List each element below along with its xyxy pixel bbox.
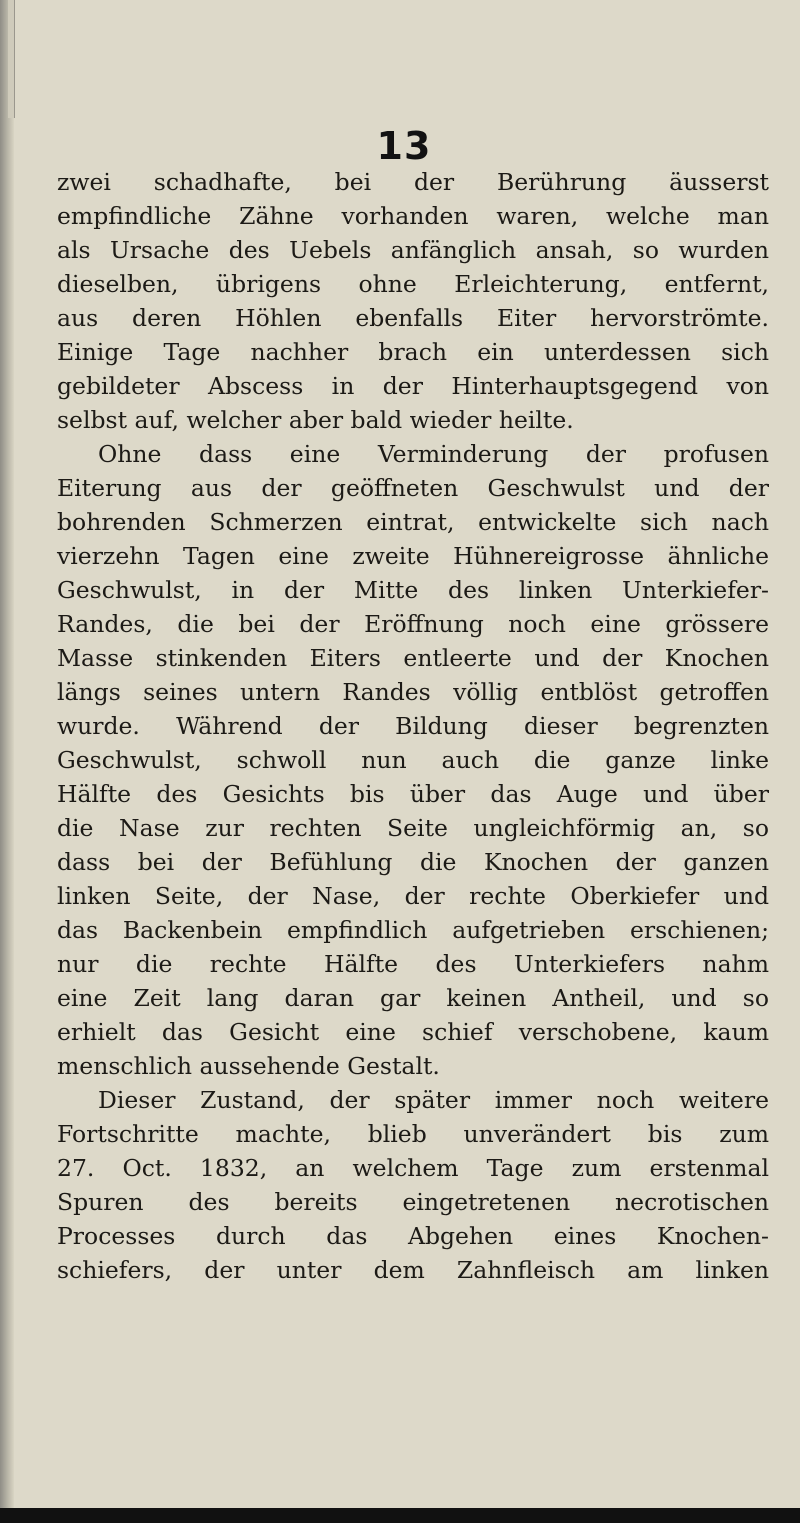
text-line: schiefers, der unter dem Zahnfleisch am linken <box>57 1256 769 1284</box>
text-line: menschlich aussehende Gestalt. <box>57 1052 440 1080</box>
text-line: Randes, die bei der Eröffnung noch eine grössere <box>57 610 769 638</box>
text-line: als Ursache des Uebels anfänglich ansah, so wurden <box>57 236 769 264</box>
text-line: selbst auf, welcher aber bald wieder heilte. <box>57 406 574 434</box>
text-line: vierzehn Tagen eine zweite Hühnereigrosse ähnliche <box>57 542 769 570</box>
text-line: Ohne dass eine Verminderung der profusen <box>98 440 769 468</box>
scan-edge-shadow <box>0 0 14 1523</box>
text-line: erhielt das Gesicht eine schief verschobene, kaum <box>57 1018 769 1046</box>
text-line: aus deren Höhlen ebenfalls Eiter hervorströmte. <box>57 304 769 332</box>
text-line: Hälfte des Gesichts bis über das Auge und über <box>57 780 769 808</box>
text-line: Dieser Zustand, der später immer noch weitere <box>98 1086 769 1114</box>
page-number: 13 <box>376 124 432 168</box>
text-line: bohrenden Schmerzen eintrat, entwickelte sich nach <box>57 508 769 536</box>
text-line: nur die rechte Hälfte des Unterkiefers nahm <box>57 950 769 978</box>
text-line: Geschwulst, in der Mitte des linken Unterkiefer- <box>57 576 769 604</box>
text-line: Spuren des bereits eingetretenen necrotischen <box>57 1188 769 1216</box>
text-line: empfindliche Zähne vorhanden waren, welche man <box>57 202 769 230</box>
text-line: Eiterung aus der geöffneten Geschwulst und der <box>57 474 769 502</box>
text-line: die Nase zur rechten Seite ungleichförmig an, so <box>57 814 769 842</box>
text-line: Masse stinkenden Eiters entleerte und der Knochen <box>57 644 769 672</box>
text-line: eine Zeit lang daran gar keinen Antheil, und so <box>57 984 769 1012</box>
text-line: dass bei der Befühlung die Knochen der ganzen <box>57 848 769 876</box>
scan-bottom-edge <box>0 1508 800 1523</box>
text-line: wurde. Während der Bildung dieser begrenzten <box>57 712 769 740</box>
scan-edge-mark <box>8 0 15 118</box>
text-line: das Backenbein empfindlich aufgetrieben erschienen; <box>57 916 769 944</box>
text-line: zwei schadhafte, bei der Berührung äusserst <box>57 168 769 196</box>
text-line: Processes durch das Abgehen eines Knochen- <box>57 1222 769 1250</box>
text-line: 27. Oct. 1832, an welchem Tage zum erstenmal <box>57 1154 769 1182</box>
text-line: Fortschritte machte, blieb unverändert bis zum <box>57 1120 769 1148</box>
text-line: gebildeter Abscess in der Hinterhauptsgegend von <box>57 372 769 400</box>
text-line: linken Seite, der Nase, der rechte Oberkiefer und <box>57 882 769 910</box>
text-line: Geschwulst, schwoll nun auch die ganze linke <box>57 746 769 774</box>
text-line: dieselben, übrigens ohne Erleichterung, entfernt, <box>57 270 769 298</box>
text-line: Einige Tage nachher brach ein unterdessen sich <box>57 338 769 366</box>
text-line: längs seines untern Randes völlig entblöst getroffen <box>57 678 769 706</box>
